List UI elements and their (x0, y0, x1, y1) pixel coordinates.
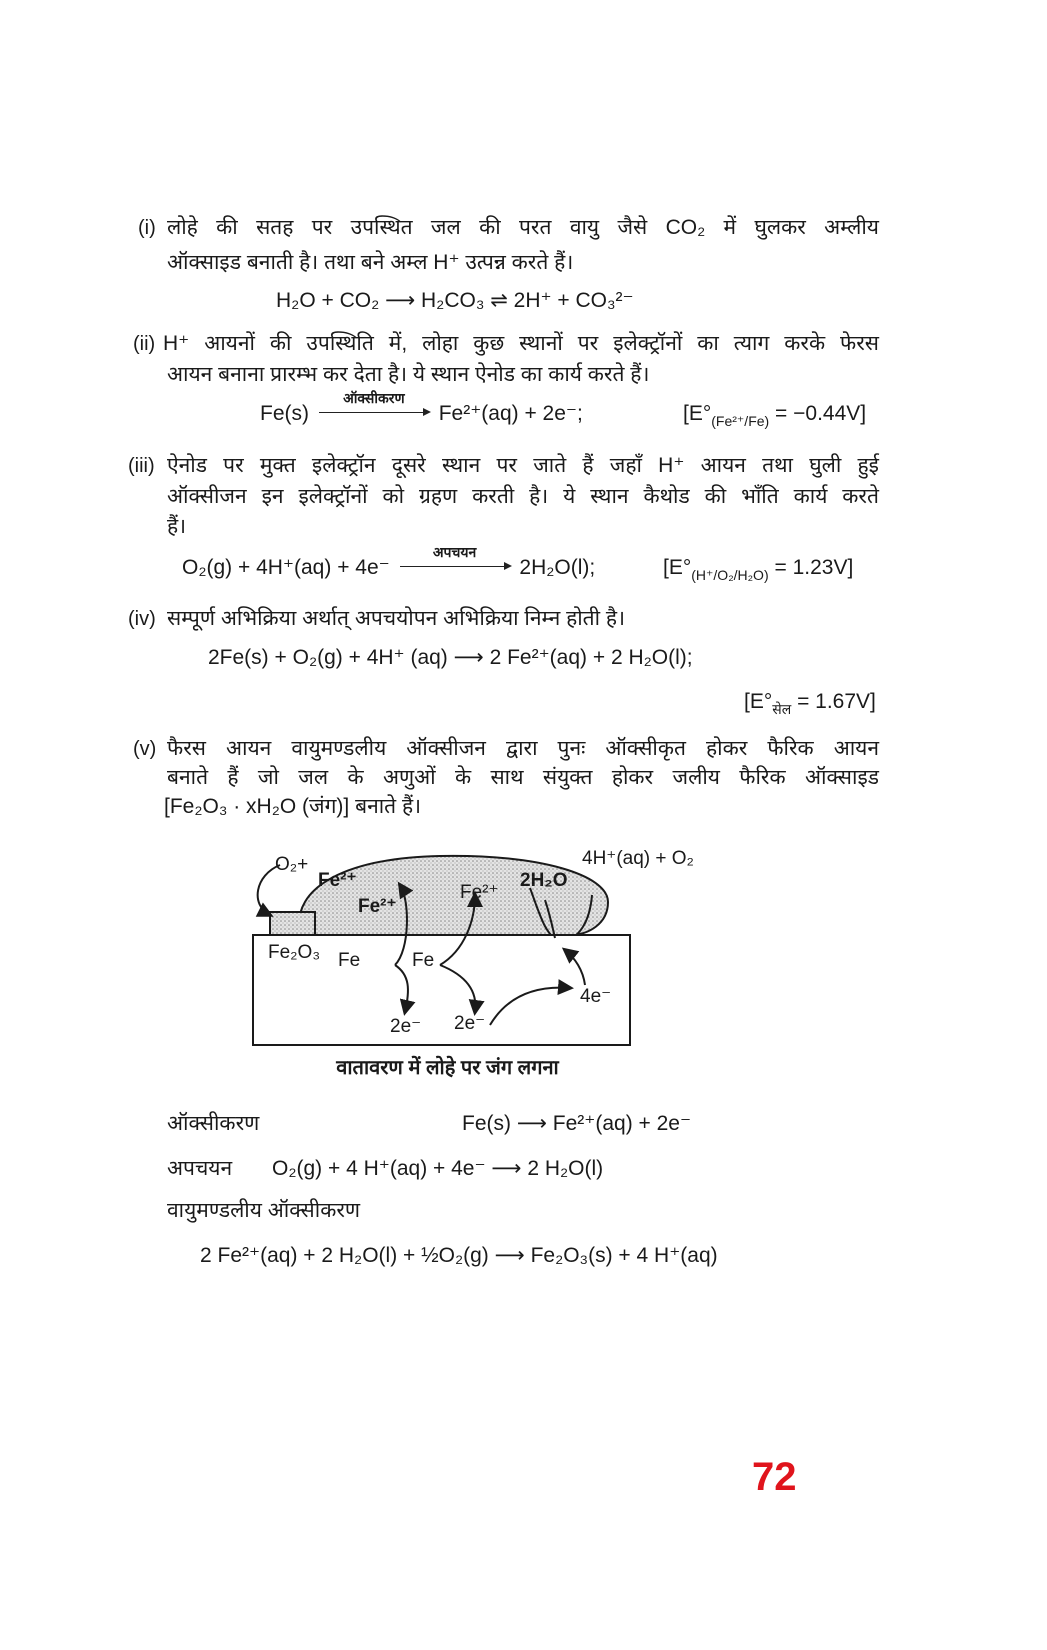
paragraph-line: [Fe₂O₃ · xH₂O (जंग)] बनाते हैं। (164, 795, 422, 818)
paragraph-line: ऑक्सीजन इन इलेक्ट्रॉनों को ग्रहण करती है। ये स्थान कैथोड की भाँति कार्य करते (167, 485, 879, 508)
paragraph-line: सम्पूर्ण अभिक्रिया अर्थात् अपचयोपन अभिक्रिया निम्न होती है। (167, 607, 626, 630)
label-electrons: 2e⁻ (390, 1016, 422, 1037)
reaction-arrow (315, 390, 433, 428)
equation-reactant: O₂(g) + 4H⁺(aq) + 4e⁻ (182, 556, 390, 579)
label-fe: Fe (338, 950, 361, 971)
label-electrons: 2e⁻ (454, 1013, 486, 1034)
equation: H₂O + CO₂ ⟶ H₂CO₃ ⇌ 2H⁺ + CO₃²⁻ (276, 289, 634, 312)
e-symbol: [E° (663, 556, 692, 579)
paragraph-line: ऑक्साइड बनाती है। तथा बने अम्ल H⁺ उत्पन्न करते हैं। (167, 251, 574, 274)
equation-product: 2H₂O(l); (519, 556, 596, 579)
electrode-potential (663, 554, 853, 589)
arrow-label: ऑक्सीकरण (343, 390, 405, 406)
item-number: (iii) (128, 455, 155, 477)
equation-product: Fe²⁺(aq) + 2e⁻; (438, 402, 583, 425)
reaction-arrow (396, 544, 514, 582)
rust-deposit (270, 912, 315, 935)
summary-equation: 2 Fe²⁺(aq) + 2 H₂O(l) + ½O₂(g) ⟶ Fe₂O₃(s) + 4 H⁺(aq) (200, 1244, 718, 1267)
item-number: (iv) (128, 608, 156, 630)
label-fe2-ion: Fe²⁺ (460, 882, 499, 903)
label-fe2o3: Fe₂O₃ (268, 942, 321, 963)
item-number: (v) (133, 738, 157, 760)
equation (182, 544, 596, 582)
label-electrons: 4e⁻ (580, 986, 612, 1007)
electrode-potential (683, 400, 866, 435)
label-fe2-ion: Fe²⁺ (358, 896, 397, 917)
e-value: = 1.23V] (774, 556, 854, 579)
equation: 2Fe(s) + O₂(g) + 4H⁺ (aq) ⟶ 2 Fe²⁺(aq) + 2 H₂O(l); (208, 646, 693, 669)
item-number: (ii) (133, 333, 156, 355)
rusting-diagram (240, 840, 720, 1055)
e-symbol: [E° (683, 402, 712, 425)
label-o2: O₂+ (275, 854, 309, 875)
summary-label: अपचयन (167, 1157, 233, 1180)
e-subscript: सेल (772, 701, 792, 717)
paragraph-line: हैं। (167, 515, 187, 538)
label-water: 2H₂O (520, 870, 568, 891)
paragraph-line: आयन बनाना प्रारम्भ कर देता है। ये स्थान ऐनोड का कार्य करते हैं। (167, 363, 650, 386)
item-number: (i) (138, 217, 156, 239)
equation (260, 390, 583, 428)
summary-label: ऑक्सीकरण (167, 1112, 260, 1135)
e-subscript: (Fe²⁺/Fe) (711, 413, 770, 429)
e-subscript: (H⁺/O₂/H₂O) (691, 567, 769, 583)
paragraph-line: H⁺ आयनों की उपस्थिति में, लोहा कुछ स्थानों पर इलेक्ट्रॉनों का त्याग करके फेरस (163, 332, 879, 355)
paragraph-line: ऐनोड पर मुक्त इलेक्ट्रॉन दूसरे स्थान पर जाते हैं जहाँ H⁺ आयन तथा घुली हुई (167, 454, 879, 477)
cell-potential (744, 688, 876, 723)
equation-reactant: Fe(s) (260, 402, 309, 425)
diagram-caption: वातावरण में लोहे पर जंग लगना (336, 1057, 559, 1079)
label-fe2-ion: Fe²⁺ (318, 870, 357, 891)
summary-label: वायुमण्डलीय ऑक्सीकरण (167, 1199, 361, 1222)
label-fe: Fe (412, 950, 435, 971)
label-hydrogen-oxygen: 4H⁺(aq) + O₂ (582, 848, 694, 869)
arrow-label: अपचयन (432, 544, 477, 560)
paragraph-line: फैरस आयन वायुमण्डलीय ऑक्सीजन द्वारा पुनः ऑक्सीकृत होकर फैरिक आयन (167, 737, 879, 760)
summary-equation: O₂(g) + 4 H⁺(aq) + 4e⁻ ⟶ 2 H₂O(l) (272, 1157, 604, 1180)
e-symbol: [E° (744, 690, 773, 713)
summary-equation: Fe(s) ⟶ Fe²⁺(aq) + 2e⁻ (462, 1112, 692, 1135)
paragraph-line: लोहे की सतह पर उपस्थित जल की परत वायु जैसे CO₂ में घुलकर अम्लीय (167, 216, 879, 239)
paragraph-line: बनाते हैं जो जल के अणुओं के साथ संयुक्त होकर जलीय फैरिक ऑक्साइड (167, 766, 879, 789)
page-number: 72 (752, 1455, 797, 1499)
e-value: = −0.44V] (775, 402, 867, 425)
e-value: = 1.67V] (797, 690, 876, 713)
